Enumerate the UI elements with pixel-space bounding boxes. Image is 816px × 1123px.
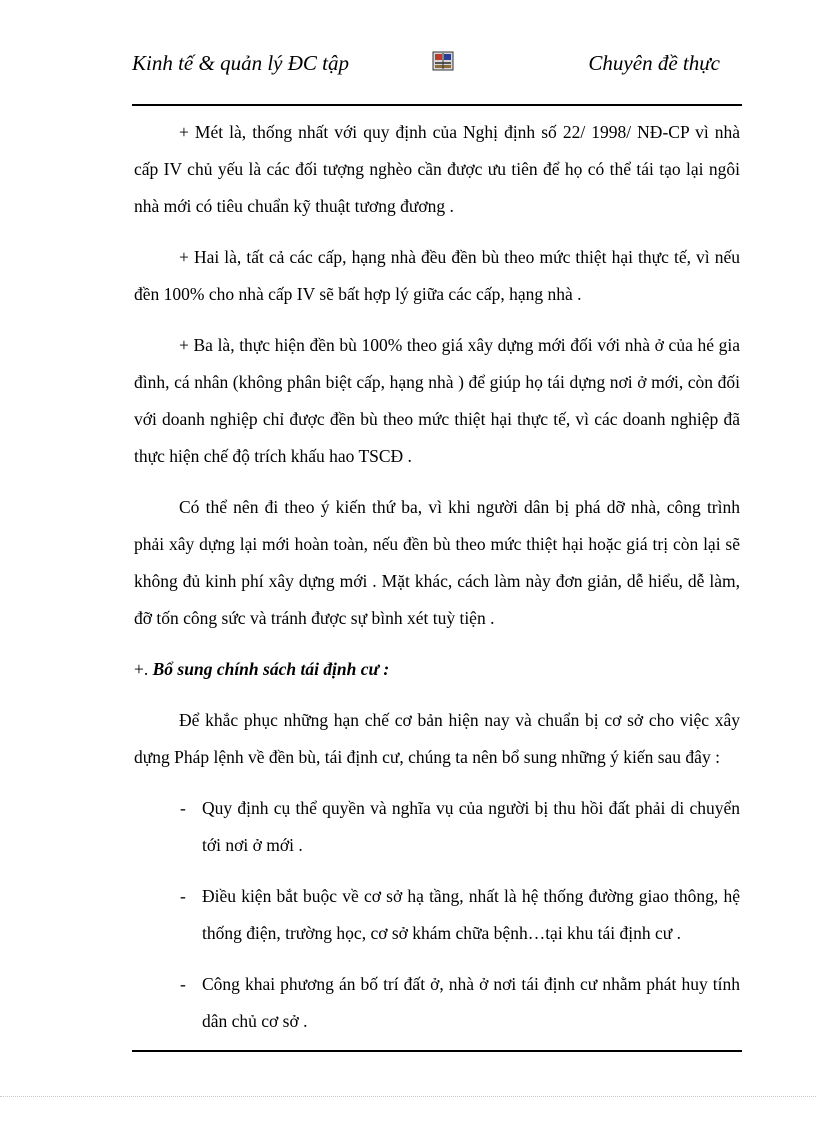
paragraph-option-two: + Hai là, tất cả các cấp, hạng nhà đều đền bù theo mức thiệt hại thực tế, vì nếu đền 100% cho nhà cấp IV sẽ bất hợp lý giữa các cấp, hạng nhà . [134,247,740,304]
paragraph-recommendation: Có thể nên đi theo ý kiến thứ ba, vì khi người dân bị phá dỡ nhà, công trình phải xây dựng lại mới hoàn toàn, nếu đền bù theo mức thiệt hại hoặc giá trị còn lại sẽ không đủ kinh phí xây dựng mới . Mặt khác, cách làm này đơn giản, dễ hiểu, dễ làm, đỡ tốn công sức và tránh được sự bình xét tuỳ tiện . [134,497,740,628]
page-header [132,50,742,106]
list-item-text: Công khai phương án bố trí đất ở, nhà ở nơi tái định cư nhằm phát huy tính dân chủ cơ sở . [202,974,740,1031]
list-item [134,966,740,1040]
paragraph-option-three: + Ba là, thực hiện đền bù 100% theo giá xây dựng mới đối với nhà ở của hé gia đình, cá nhân (không phân biệt cấp, hạng nhà ) để giúp họ tái dựng nơi ở mới, còn đối với doanh nghiệp chỉ được đền bù theo mức thiệt hại thực tế, vì các doanh nghiệp đã thực hiện chế độ trích khấu hao TSCĐ . [134,335,740,466]
list-item-text: Quy định cụ thể quyền và nghĩa vụ của người bị thu hồi đất phải di chuyển tới nơi ở mới . [202,798,740,855]
list-item [134,790,740,864]
header-right-title: Chuyên đề thực [588,51,720,75]
bullet-dash: - [180,886,186,906]
bullet-list [134,790,740,1040]
list-item-text: Điều kiện bắt buộc về cơ sở hạ tầng, nhất là hệ thống đường giao thông, hệ thống điện, trường học, cơ sở khám chữa bệnh…tại khu tái định cư . [202,886,740,943]
list-item [134,878,740,952]
page-edge [0,1096,816,1097]
document-body [134,114,740,1054]
header-divider [132,104,742,106]
paragraph-intro: Để khắc phục những hạn chế cơ bản hiện nay và chuẩn bị cơ sở cho việc xây dựng Pháp lệnh về đền bù, tái định cư, chúng ta nên bổ sung những ý kiến sau đây : [134,710,740,767]
footer-divider [132,1050,742,1052]
section-heading [134,651,740,688]
heading-prefix: +. [134,659,149,679]
bullet-dash: - [180,974,186,994]
heading-text: Bổ sung chính sách tái định cư : [152,659,390,679]
book-logo-icon [432,50,454,72]
bullet-dash: - [180,798,186,818]
header-left-title: Kinh tế & quản lý ĐC tập [132,51,349,75]
paragraph-option-one: + Mét là, thống nhất với quy định của Nghị định số 22/ 1998/ NĐ-CP vì nhà cấp IV chủ yếu là các đối tượng nghèo cần được ưu tiên để họ có thể tái tạo lại ngôi nhà mới có tiêu chuẩn kỹ thuật tương đương . [134,122,740,216]
